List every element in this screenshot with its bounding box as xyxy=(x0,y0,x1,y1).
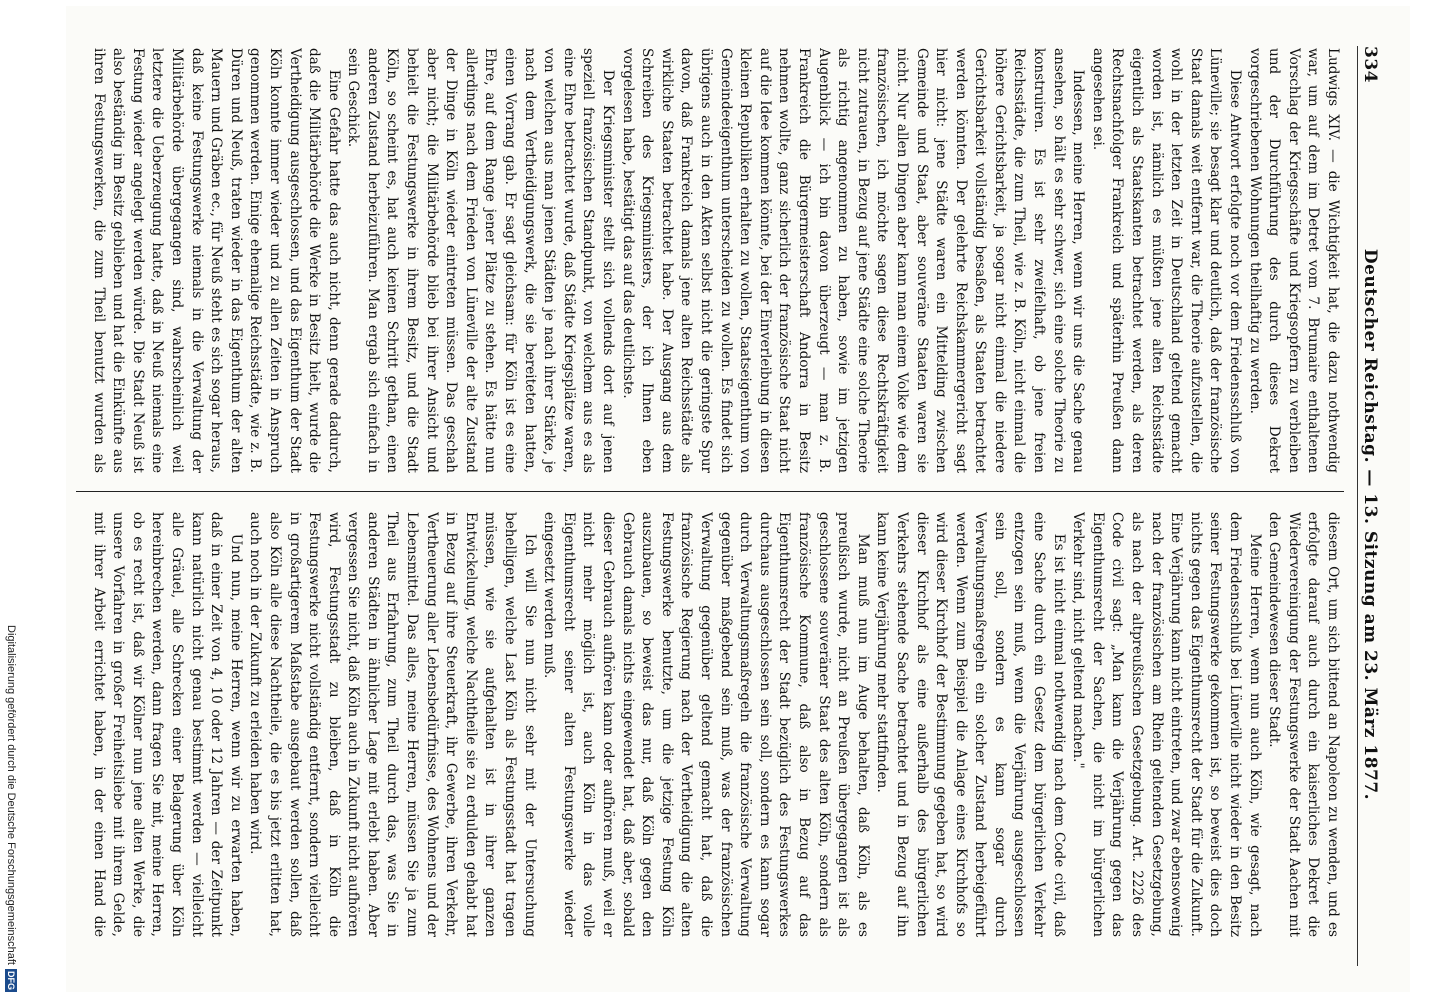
paragraph: Und nun, meine Herren, wenn wir zu erwarten haben, daß in einer Zeit von 4, 10 oder 12 Jahren — der Zeitpunkt kann natürlich nicht genau bestimmt werden — vielleicht alle Gräuel, alle Schrecken einer Belagerung über Köln hereinbrechen werden, dann fragen Sie mit, meine Herren, ob es recht ist, daß wir Kölner nun jene alten Werke, die unsere Vorfahren in großer Freiheitsliebe mit ihrem Gelde, mit ihrer Arbeit errichtet haben, in der einen Hand die xyxy=(90,512,244,937)
column-divider xyxy=(76,491,1344,492)
running-head xyxy=(1357,46,1382,966)
dfg-logo: DFG xyxy=(5,971,16,990)
paragraph: Ludwigs XIV. — die Wichtigkeit hat, die dazu nothwendig war, um auf dem im Detret vom 7. Brumaire enthaltenen Vorschlag der Kriegsschäfte und Kriegsopfern zu verbleiben und der Durchführung des durch dieses Dekret vorgeschriebenen Wohnungen theilhaftig zu werden. xyxy=(1246,48,1341,473)
right-column xyxy=(90,512,1342,937)
paragraph: Diese Antwort erfolgte noch vor dem Friedensschluß von Lüneville; sie besagt klar und deutlich, daß der französische Staat damals weit entfernt war, die Theorie aufzustellen, die wohl in der letzten Zeit in Deutschland geltend gemacht worden ist, nämlich es müßten jene alten Reichsstädte eigentlich als Staatskanten betrachtet werden, als deren Rechtsnachfolger Frankreich und späterhin Preußen dann angesehen sei. xyxy=(1089,48,1244,473)
paragraph: Es ist nicht einmal nothwendig nach dem Code civil, daß eine Sache durch ein Gesetz dem bürgerlichen Verkehr entzogen sein muß, wenn die Verjährung ausgeschlossen sein soll, sondern es kann sogar durch Verwaltungsmaßregeln ein solcher Zustand herbeigeführt werden. Wenn zum Beispiel die Anlage eines Kirchhofs so wird dieser Kirchhof der Bestimmung gegeben hat, so wird dieser Kirchhof als eine außerhalb des bürgerlichen Verkehrs stehende Sache betrachtet und in Bezug auf ihn kann keine Verjährung mehr stattfinden. xyxy=(874,512,1067,937)
paragraph: Indessen, meine Herren, wenn wir uns die Sache genau ansehen, so hält es sehr schwer, sich eine solche Theorie zu konstruiren. Es ist sehr zweifelhaft, ob jene freien Reichsstädte, die zum Theil, wie z. B. Köln, nicht einmal die höhere Gerichtsbarkeit, ja sogar nicht einmal die niedere Gerichtsbarkeit vollständig besaßen, als Staaten betrachtet werden könnten. Der gelehrte Reichskammergericht sagt hier nicht: jene Städte waren ein Mittelding zwischen Gemeinde und Staat, aber souveräne Staaten waren sie nicht. Nur allen Dingen aber kann man einem Volke wie dem französischen, ich möchte sagen diese Rechtskräftigkeit nicht zutrauen, in Bezug auf jene Städte eine solche Theorie als richtig angenommen zu haben, sowie im jetzigen Augenblick — ich bin davon überzeugt — man z. B. Frankreich die Bürgermeisterschaft Andorra in Besitz nehmen wollte, ganz sicherlich der französische Staat nicht auf die Idee kommen könnte, bei der Einverleibung in diesen kleinen Republiken erhalten zu wollen, Staatseigenthum von Gemeindeeigenthum unterscheiden zu wollen. Es findet sich übrigens auch in den Akten selbst nicht die geringste Spur davon, daß Frankreich damals jene alten Reichsstädte als wirkliche Staaten betrachtet habe. Der Ausgang aus dem Schreiben des Kriegsministers, der ich Ihnen eben vorgelesen habe, bestätigt das auf das deutlichste. xyxy=(619,48,1087,473)
credit-text: Digitalisierung gefördert durch die Deutsche Forschungsgemeinschaft xyxy=(5,625,17,965)
scanned-page xyxy=(66,6,1410,992)
running-title: Deutscher Reichstag. — 13. Sitzung am 23. März 1877. xyxy=(1360,248,1380,801)
paragraph: Meine Herren, wenn nun auch Köln, wie gesagt, nach dem Friedensschluß bei Lüneville nicht wieder in den Besitz seiner Festungswerke gekommen ist, so beweist dies doch nichts gegen das Eigenthumsrecht der Stadt für die Zukunft. Eine Verjährung kann nicht eintreten, und zwar ebensowenig nach der französischen am Rhein geltenden Gesetzgebung, als nach der altpreußischen Gesetzgebung. Art. 2226 des Code civil sagt: „Man kann die Verjährung gegen das Eigenthumsrecht der Sachen, die nicht im bürgerlichen Verkehr sind, nicht geltend machen." xyxy=(1070,512,1263,937)
paragraph: Der Kriegsminister stellt sich vollends dort auf jenen speziell französischen Standpunkt, von welchem aus es als eine Ehre betrachtet wurde, daß Städte Kriegsplätze waren, von welchen aus man jenen Städten je nach ihrer Stärke, je nach dem Vertheidigungswerk, die sie bereiteten hatten, einen Vorrang gab. Er sagt gleichsam: für Köln ist es eine Ehre, auf dem Range jener Plätze zu stehen. Es hätte nun allerdings nach dem Frieden von Lüneville der alte Zustand der Dinge in Köln wieder eintreten müssen. Das geschah aber nicht; die Militärbehörde blieb bei ihrer Ansicht und behielt die Festungswerke in ihrem Besitz, und die Stadt Köln, so scheint es, hat auch keinen Schritt gethan, einen anderen Zustand herbeizuführen. Man ergab sich einfach in sein Geschick. xyxy=(345,48,617,473)
paragraph: Ich will Sie nun nicht sehr mit der Untersuchung behelligen, welche Last Köln als Festungsstadt hat tragen müssen, wie sie aufgehalten ist in ihrer ganzen Entwickelung, welche Nachtheile sie zu erdulden gehabt hat in Bezug auf ihre Steuerkraft, ihr Gewerbe, ihren Verkehr, Vertheuerung aller Lebensbedürfnisse, des Wohnens und der Lebensmittel. Das alles, meine Herren, müssen Sie ja zum Theil aus Erfahrung, zum Theil durch das, was Sie in anderen Städten in ähnlicher Lage mit erlebt haben. Aber vergessen Sie nicht, daß Köln auch in Zukunft nicht aufhören wird, Festungsstadt zu bleiben, daß in Köln die Festungswerke nicht vollständig entfernt, sondern vielleicht in großartigerem Maßstabe ausgebaut werden sollen, daß also Köln alle diese Nachtheile, die es bis jetzt erlitten hat, auch noch in der Zukunft zu erleiden haben wird. xyxy=(247,512,538,937)
page-content xyxy=(66,6,1410,992)
left-column xyxy=(90,48,1342,473)
page-number: 334 xyxy=(1360,46,1380,83)
digitization-credit-strip xyxy=(0,0,22,1000)
paragraph: Eine Gefahr hatte das auch nicht, denn gerade dadurch, daß die Militärbehörde die Werke in Besitz hielt, wurde die Vertheidigung ausgeschlossen, und das Eigenthum der Stadt Köln konnte immer wieder und zu allen Zeiten in Anspruch genommen werden. Einige ehemalige Reichsstädte, wie z. B. Düren und Neuß, traten wieder in das Eigenthum der alten Mauern und Gräben ec., für Neuß steht es sich sogar heraus, daß keine Festungswerke niemals in die Verwaltung der Militärbehörde übergegangen sind, wahrscheinlich weil letztere die Ueberzeugung hatte, daß in Neuß niemals eine Festung wieder angelegt werden würde. Die Stadt Neuß ist also beständig im Besitz geblieben und hat die Einkünfte aus ihren Festungswerken, die zum Theil benutzt wurden als xyxy=(90,48,342,473)
paragraph: Man muß nun im Auge behalten, daß Köln, als es preußisch wurde, nicht an Preußen übergegangen ist als geschlossene souveräner Staat des alten Köln, sondern als französische Kommune, daß also in Bezug auf das Eigenthumsrecht der Stadt bezüglich des Festungswerkes durchaus ausgeschlossen sein soll, sondern es kann sogar durch Verwaltungsmaßregeln die französische Verwaltung gegenüber maßgebend sein muß, was der französischen Verwaltung gegenüber geltend gemacht hat, daß die französische Regierung nach der Vertheidigung die alten Festungswerke benutzte, um die jetzige Festung Köln auszubauen, so beweist das nur, daß Köln gegen den Gebrauch damals nichts eingewendet hat, daß aber, sobald dieser Gebrauch aufhören kann oder aufhören muß, weil er nicht mehr möglich ist, auch Köln in das volle Eigenthumsrecht seiner alten Festungswerke wieder eingesetzt werden muß. xyxy=(541,512,871,937)
digitization-credit xyxy=(3,572,19,992)
paragraph: diesem Ort, um sich bittend an Napoleon zu wenden, und es erfolgte darauf auch durch ein kaiserliches Dekret die Wiedervereinigung der Festungswerke der Stadt Aachen mit den Gemeindewesen dieser Stadt. xyxy=(1266,512,1341,937)
